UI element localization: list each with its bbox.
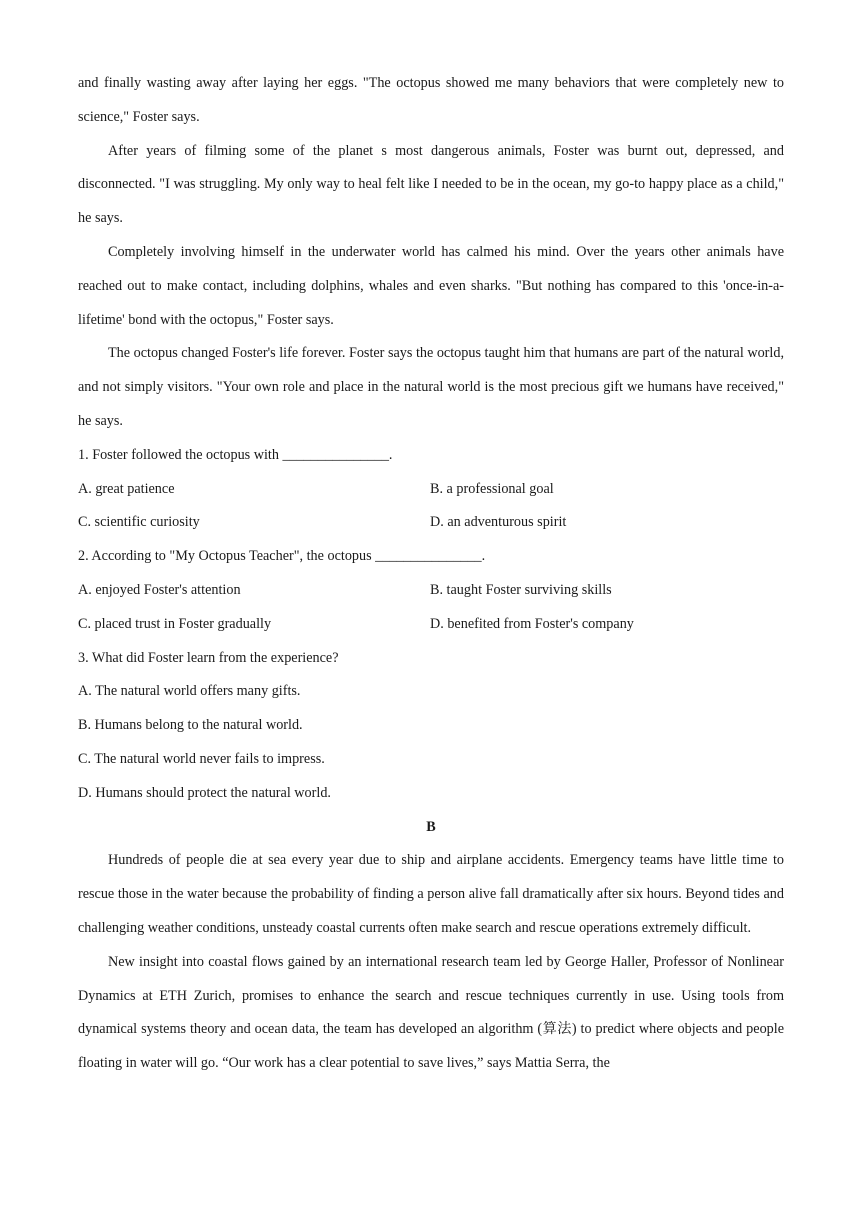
option-d: D. benefited from Foster's company — [430, 615, 634, 632]
section-title: B — [426, 818, 436, 835]
passage-b-paragraph: New insight into coastal flows gained by an international research team led by George Haller, Professor of Nonlinear Dynamics at ETH Zurich, promises to enhance the search and rescue techniques currently in use. Using tools from dynamical systems theory and ocean data, the team has developed an algorithm (算法) to predict where objects and people floating in water will go. “Our work has a clear potential to save lives,” says Mattia Serra, the — [78, 953, 784, 1072]
option-c: C. placed trust in Foster gradually — [78, 615, 272, 632]
option-b: B. taught Foster surviving skills — [430, 581, 612, 598]
passage-a-paragraph: and finally wasting away after laying her eggs. "The octopus showed me many behaviors that were completely new to science," Foster says. — [78, 75, 784, 125]
question-options — [78, 473, 784, 541]
option-c: C. The natural world never fails to impress. — [78, 750, 325, 767]
passage-a-paragraph: Completely involving himself in the underwater world has calmed his mind. Over the years other animals have reached out to make contact, including dolphins, whales and even sharks. "But nothing has compared to this 'once-in-a-lifetime' bond with the octopus," Foster says. — [78, 243, 784, 328]
option-b: B. Humans belong to the natural world. — [78, 717, 303, 734]
option-a: A. enjoyed Foster's attention — [78, 581, 241, 598]
passage-b-paragraph: Hundreds of people die at sea every year due to ship and airplane accidents. Emergency teams have little time to rescue those in the water because the probability of finding a person alive fall dramatically after six hours. Beyond tides and challenging weather conditions, unsteady coastal currents often make search and rescue operations extremely difficult. — [78, 852, 784, 936]
question-stem: 1. Foster followed the octopus with _______________. — [78, 446, 393, 463]
option-d: D. Humans should protect the natural world. — [78, 784, 331, 801]
option-c: C. scientific curiosity — [78, 514, 200, 531]
document-body — [78, 67, 784, 1081]
question-options — [78, 574, 784, 642]
option-b: B. a professional goal — [430, 480, 554, 497]
passage-a-paragraph: The octopus changed Foster's life forever. Foster says the octopus taught him that humans are part of the natural world, and not simply visitors. "Your own role and place in the natural world is the most precious gift we humans have received," he says. — [78, 345, 784, 429]
option-a: A. great patience — [78, 480, 175, 497]
question-stem: 2. According to "My Octopus Teacher", the octopus _______________. — [78, 548, 486, 565]
passage-a-paragraph: After years of filming some of the planet s most dangerous animals, Foster was burnt out, depressed, and disconnected. "I was struggling. My only way to heal felt like I needed to be in the ocean, my go-to happy place as a child," he says. — [78, 142, 784, 227]
option-d: D. an adventurous spirit — [430, 514, 567, 531]
option-a: A. The natural world offers many gifts. — [78, 683, 301, 700]
question-stem: 3. What did Foster learn from the experience? — [78, 649, 339, 666]
